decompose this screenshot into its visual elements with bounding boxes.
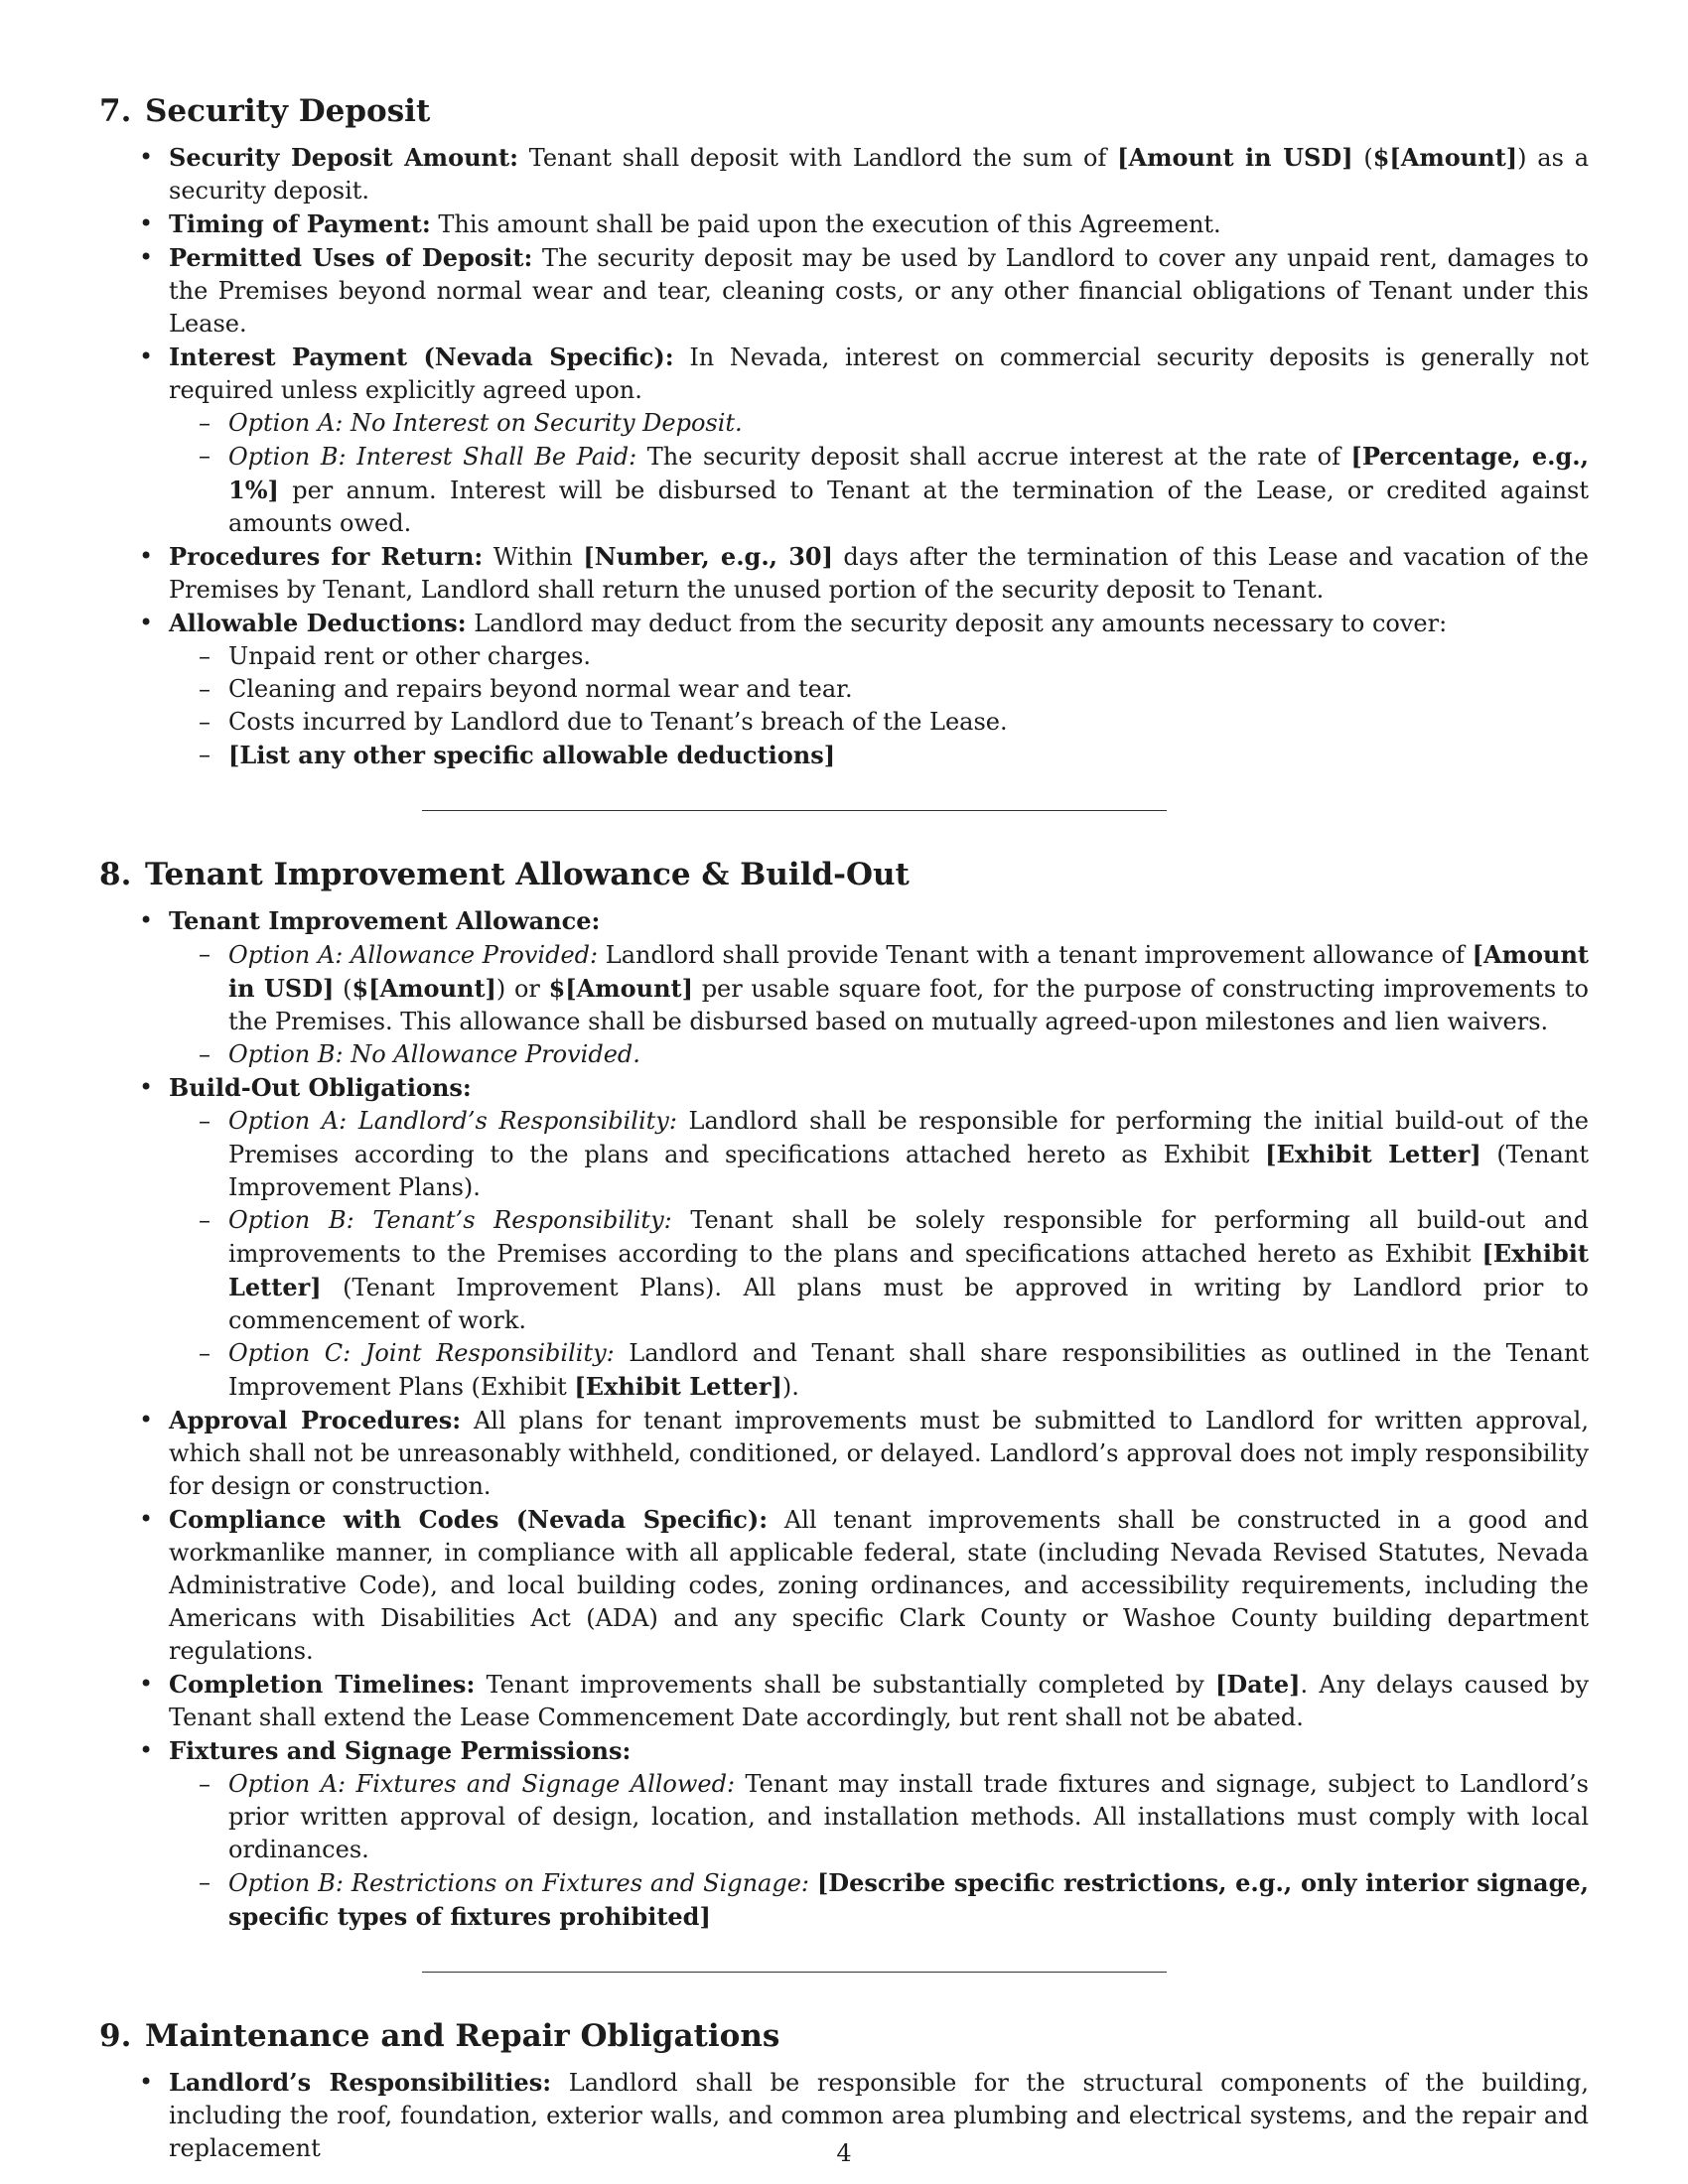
section-divider	[422, 1972, 1167, 1973]
sub-list-item	[169, 739, 1589, 772]
section-9-heading	[99, 2016, 1589, 2056]
list-item: • Compliance with Codes (Nevada Specific): All tenant improvements shall be constructed in a good and workmanlike manner, in compliance with all applicable federal, state (including Nevada Revised Statutes, Nevada Administrative Code), and local building codes, zoning ordinances, and accessibility requirements, including the Americans with Disabilities Act (ADA) and any specific Clark County or Washoe County building department regulations.	[99, 1503, 1589, 1668]
placeholder-field: $[Amount]	[1372, 143, 1518, 172]
list-item	[99, 1071, 1589, 1404]
section-8-heading	[99, 855, 1589, 894]
section-7-heading	[99, 91, 1589, 131]
placeholder-field: [Describe specific restrictions, e.g., only interior signage, specific types of fixtures prohibited]	[228, 1868, 1589, 1931]
placeholder-field: [Date]	[1215, 1670, 1301, 1699]
sub-list-item: – Option C: Joint Responsibility: Landlord and Tenant shall share responsibilities as outlined in the Tenant Improvement Plans (Exhibit [Exhibit Letter]).	[169, 1337, 1589, 1404]
section-8-list	[99, 904, 1589, 1934]
section-title: Security Deposit	[145, 93, 431, 129]
placeholder-field: [List any other specific allowable deductions]	[228, 741, 836, 769]
section-title: Tenant Improvement Allowance & Build-Out	[145, 857, 910, 892]
sub-list-item: – Option B: Interest Shall Be Paid: The security deposit shall accrue interest at the rate of [Percentage, e.g., 1%] per annum. Interest will be disbursed to Tenant at the termination of the Lease, or credited against amounts owed.	[169, 440, 1589, 540]
sub-list-item: – Option B: Tenant’s Responsibility: Tenant shall be solely responsible for performing all build-out and improvements to the Premises according to the plans and specifications attached hereto as Exhibit [Exhibit Letter] (Tenant Improvement Plans). All plans must be approved in writing by Landlord prior to commencement of work.	[169, 1204, 1589, 1337]
item-label: Interest Payment (Nevada Specific):	[169, 342, 674, 371]
sub-list-item: – Costs incurred by Landlord due to Tenant’s breach of the Lease.	[169, 706, 1589, 739]
placeholder-field: [Percentage, e.g., 1%]	[228, 442, 1589, 504]
list-item: • Interest Payment (Nevada Specific): In Nevada, interest on commercial security deposits is generally not required unless explicitly agreed upon. – Option A: No Interest on Security Deposit. – Option B: Interest Shall Be Paid: The security deposit shall accrue interest at the rate of [Percentage, e.g., 1%] per annum. Interest will be disbursed to Tenant at the termination of the Lease, or credited against amounts owed.	[99, 341, 1589, 540]
item-label: Allowable Deductions:	[169, 609, 467, 637]
sub-list-item: – Unpaid rent or other charges.	[169, 640, 1589, 673]
list-item: • Permitted Uses of Deposit: The security deposit may be used by Landlord to cover any unpaid rent, damages to the Premises beyond normal wear and tear, cleaning costs, or any other financial obligations of Tenant under this Lease.	[99, 241, 1589, 341]
item-label: Landlord’s Responsibilities:	[169, 2068, 552, 2097]
placeholder-field: [Number, e.g., 30]	[583, 542, 833, 571]
list-item: • Approval Procedures: All plans for tenant improvements must be submitted to Landlord for written approval, which shall not be unreasonably withheld, conditioned, or delayed. Landlord’s approval does not imply responsibility for design or construction.	[99, 1404, 1589, 1503]
list-item: • Completion Timelines: Tenant improvements shall be substantially completed by [Date]. Any delays caused by Tenant shall extend the Lease Commencement Date accordingly, but rent shall not be abated.	[99, 1668, 1589, 1734]
sub-list	[169, 1105, 1589, 1404]
section-divider	[422, 810, 1167, 811]
item-label: Permitted Uses of Deposit:	[169, 243, 533, 272]
item-label: Timing of Payment:	[169, 209, 431, 238]
item-label: Procedures for Return:	[169, 542, 484, 571]
sub-list	[169, 640, 1589, 772]
placeholder-field: $[Amount]	[352, 974, 496, 1003]
item-label: Approval Procedures:	[169, 1406, 462, 1434]
sub-list-item: – Cleaning and repairs beyond normal wear and tear.	[169, 673, 1589, 706]
item-label: Build-Out Obligations:	[169, 1073, 472, 1102]
item-label: Compliance with Codes (Nevada Specific):	[169, 1505, 769, 1534]
sub-list-item: – Option A: No Interest on Security Deposit.	[169, 407, 1589, 440]
sub-list-item: – Option A: Fixtures and Signage Allowed: Tenant may install trade fixtures and signage, subject to Landlord’s prior written approval of design, location, and installation methods. All installations must comply with local ordinances.	[169, 1768, 1589, 1866]
placeholder-field: [Amount in USD]	[228, 940, 1589, 1003]
list-item: • Procedures for Return: Within [Number, e.g., 30] days after the termination of this Lease and vacation of the Premises by Tenant, Landlord shall return the unused portion of the security deposit to Tenant.	[99, 540, 1589, 607]
sub-list	[169, 938, 1589, 1071]
sub-list-item: – Option B: No Allowance Provided.	[169, 1038, 1589, 1071]
section-number: 8.	[99, 857, 132, 892]
list-item: • Landlord’s Responsibilities: Landlord shall be responsible for the structural components of the building, including the roof, foundation, exterior walls, and common area plumbing and electrical systems, and the repair and replacement	[99, 2066, 1589, 2165]
placeholder-field: [Exhibit Letter]	[1265, 1140, 1481, 1168]
item-label: Fixtures and Signage Permissions:	[169, 1736, 632, 1765]
sub-list	[169, 1768, 1589, 1934]
section-number: 9.	[99, 2018, 132, 2054]
list-item: • Security Deposit Amount: Tenant shall deposit with Landlord the sum of [Amount in USD] ($[Amount]) as a security deposit.	[99, 141, 1589, 207]
sub-list	[169, 407, 1589, 540]
page-content	[99, 91, 1589, 2165]
section-number: 7.	[99, 93, 132, 129]
placeholder-field: [Amount in USD]	[1117, 143, 1353, 172]
section-title: Maintenance and Repair Obligations	[145, 2018, 780, 2054]
item-label: Security Deposit Amount:	[169, 143, 518, 172]
item-label: Completion Timelines:	[169, 1670, 476, 1699]
sub-list-item: – Option A: Landlord’s Responsibility: Landlord shall be responsible for performing the initial build-out of the Premises according to the plans and specifications attached hereto as Exhibit [Exhibit Letter] (Tenant Improvement Plans).	[169, 1105, 1589, 1204]
sub-list-item: – Option B: Restrictions on Fixtures and Signage: [Describe specific restrictions, e.g., only interior signage, specific types of fixtures prohibited]	[169, 1866, 1589, 1934]
sub-list-item: – Option A: Allowance Provided: Landlord shall provide Tenant with a tenant improvement allowance of [Amount in USD] ($[Amount]) or $[Amount] per usable square foot, for the purpose of constructing improvements to the Premises. This allowance shall be disbursed based on mutually agreed-upon milestones and lien waivers.	[169, 938, 1589, 1038]
list-item	[99, 1734, 1589, 1934]
list-item: • Allowable Deductions: Landlord may deduct from the security deposit any amounts necessary to cover: – Unpaid rent or other charges. – Cleaning and repairs beyond normal wear and tear. – Costs incurred by Landlord due to Tenant’s breach of the Lease. – [List any other specific allowable deductions]	[99, 607, 1589, 772]
list-item	[99, 904, 1589, 1071]
item-label: Tenant Improvement Allowance:	[169, 906, 601, 935]
placeholder-field: [Exhibit Letter]	[228, 1239, 1589, 1301]
page-number: 4	[836, 2139, 852, 2167]
list-item: • Timing of Payment: This amount shall be paid upon the execution of this Agreement.	[99, 207, 1589, 241]
section-7-list	[99, 141, 1589, 772]
placeholder-field: [Exhibit Letter]	[574, 1372, 782, 1401]
placeholder-field: $[Amount]	[548, 974, 693, 1003]
